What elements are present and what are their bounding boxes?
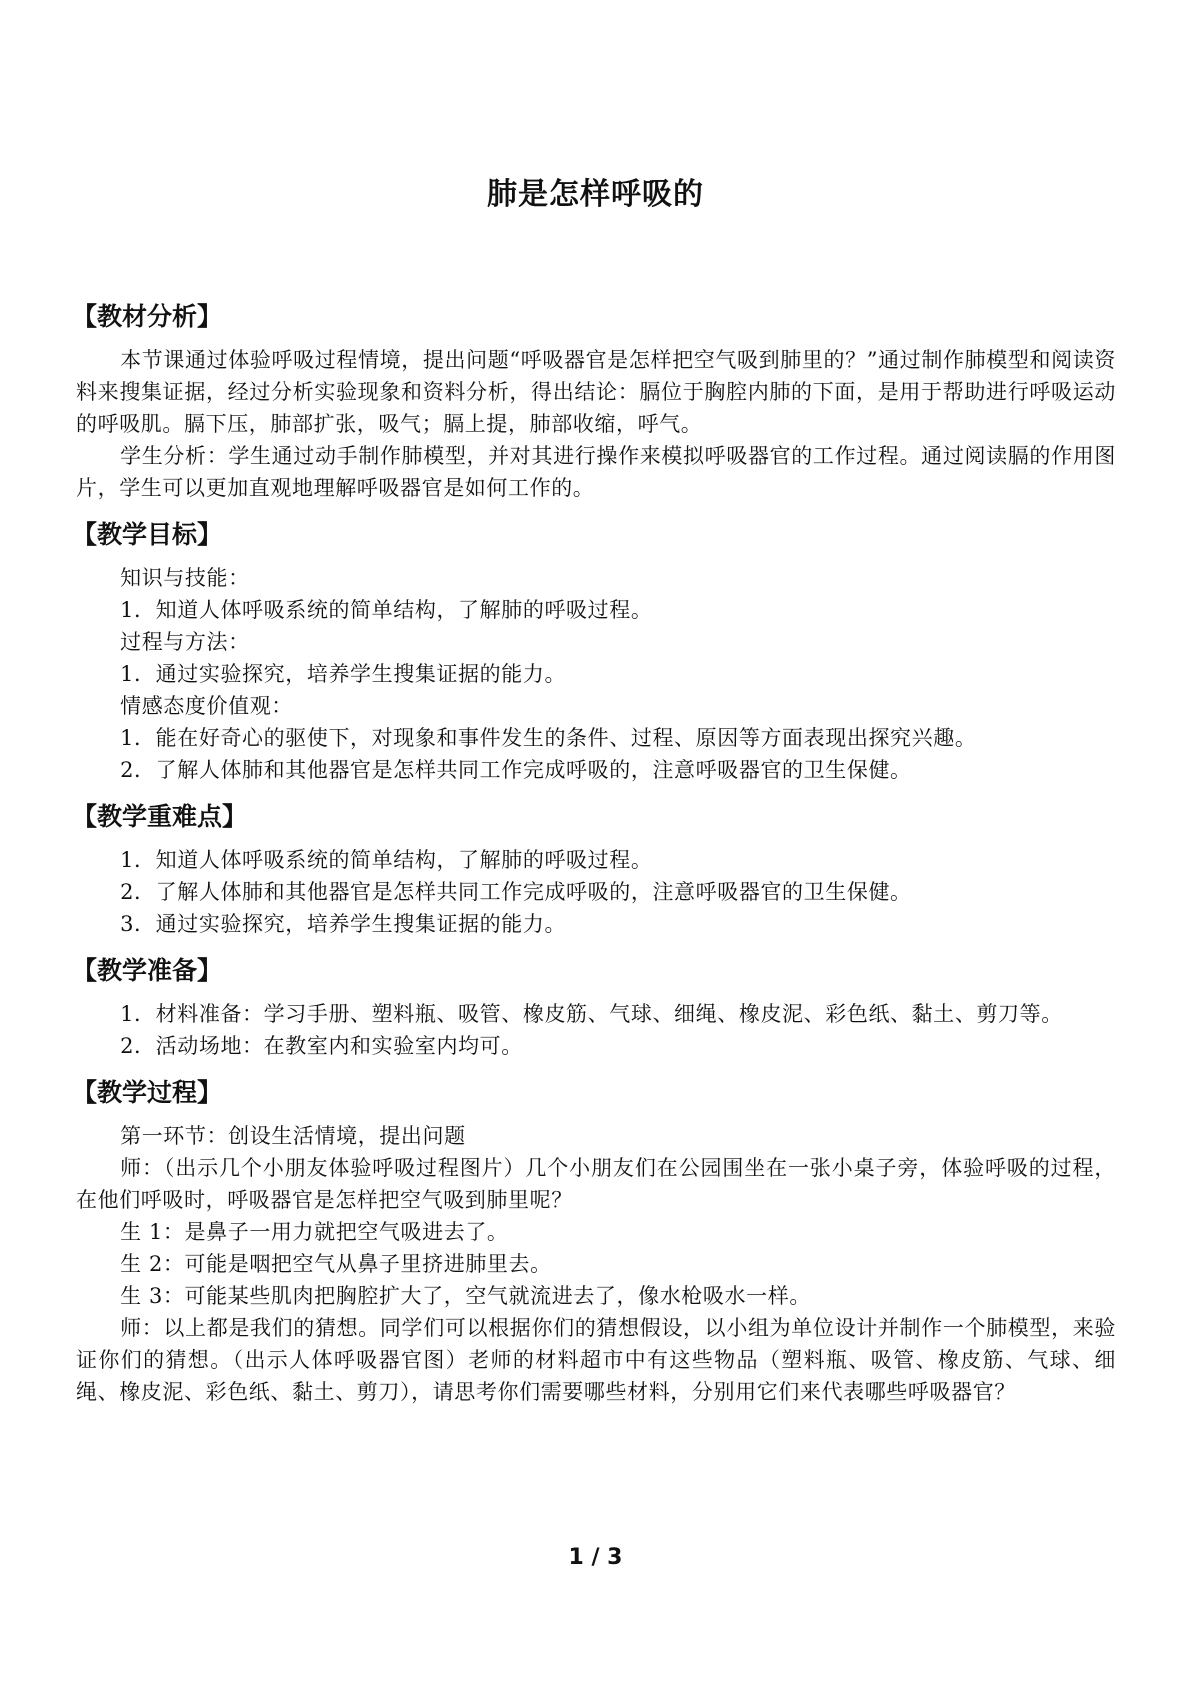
section-teaching-goals <box>72 518 1116 786</box>
paragraph: 本节课通过体验呼吸过程情境，提出问题“呼吸器官是怎样把空气吸到肺里的？”通过制作肺模型和阅读资料来搜集证据，经过分析实验现象和资料分析，得出结论：膈位于胸腔内肺的下面，是用于帮助进行呼吸运动的呼吸肌。膈下压，肺部扩张，吸气；膈上提，肺部收缩，呼气。 <box>76 348 1116 436</box>
paragraph: 1．材料准备：学习手册、塑料瓶、吸管、橡皮筋、气球、细绳、橡皮泥、彩色纸、黏土、剪刀等。 <box>120 1002 1063 1026</box>
paragraph: 第一环节：创设生活情境，提出问题 <box>120 1124 466 1148</box>
section-heading: 【教学重难点】 <box>72 802 248 831</box>
list-line: 1．知道人体呼吸系统的简单结构，了解肺的呼吸过程。 <box>120 848 653 872</box>
section-preparation <box>72 954 1116 1062</box>
list-line: 知识与技能： <box>120 566 250 590</box>
section-heading: 【教学目标】 <box>72 520 223 549</box>
list-line: 2．了解人体肺和其他器官是怎样共同工作完成呼吸的，注意呼吸器官的卫生保健。 <box>120 758 912 782</box>
page-number: 1 / 3 <box>568 1545 623 1570</box>
paragraph: 2．活动场地：在教室内和实验室内均可。 <box>120 1034 523 1058</box>
section-key-points <box>72 800 1116 940</box>
paragraph: 学生分析：学生通过动手制作肺模型，并对其进行操作来模拟呼吸器官的工作过程。通过阅读膈的作用图片，学生可以更加直观地理解呼吸器官是如何工作的。 <box>76 444 1116 500</box>
page-title: 肺是怎样呼吸的 <box>487 177 704 212</box>
list-line: 过程与方法： <box>120 630 250 654</box>
paragraph: 师：（出示几个小朋友体验呼吸过程图片）几个小朋友们在公园围坐在一张小桌子旁，体验呼吸的过程，在他们呼吸时，呼吸器官是怎样把空气吸到肺里呢？ <box>76 1156 1116 1212</box>
section-textbook-analysis <box>72 300 1116 504</box>
list-line: 2．了解人体肺和其他器官是怎样共同工作完成呼吸的，注意呼吸器官的卫生保健。 <box>120 880 912 904</box>
paragraph: 生 3：可能某些肌肉把胸腔扩大了，空气就流进去了，像水枪吸水一样。 <box>120 1284 811 1308</box>
section-heading: 【教学过程】 <box>72 1078 223 1107</box>
list-line: 3．通过实验探究，培养学生搜集证据的能力。 <box>120 912 567 936</box>
section-heading: 【教材分析】 <box>72 302 223 331</box>
list-line: 1．能在好奇心的驱使下，对现象和事件发生的条件、过程、原因等方面表现出探究兴趣。 <box>120 726 977 750</box>
list-line: 情感态度价值观： <box>120 694 293 718</box>
list-line: 1．知道人体呼吸系统的简单结构，了解肺的呼吸过程。 <box>120 598 653 622</box>
section-teaching-process <box>72 1076 1116 1408</box>
document-body <box>72 300 1116 1422</box>
list-line: 1．通过实验探究，培养学生搜集证据的能力。 <box>120 662 567 686</box>
paragraph: 师：以上都是我们的猜想。同学们可以根据你们的猜想假设，以小组为单位设计并制作一个肺模型，来验证你们的猜想。（出示人体呼吸器官图）老师的材料超市中有这些物品（塑料瓶、吸管、橡皮筋、气球、细绳、橡皮泥、彩色纸、黏土、剪刀），请思考你们需要哪些材料，分别用它们来代表哪些呼吸器官？ <box>76 1316 1116 1404</box>
section-heading: 【教学准备】 <box>72 956 223 985</box>
paragraph: 生 2：可能是咽把空气从鼻子里挤进肺里去。 <box>120 1252 552 1276</box>
paragraph: 生 1：是鼻子一用力就把空气吸进去了。 <box>120 1220 509 1244</box>
